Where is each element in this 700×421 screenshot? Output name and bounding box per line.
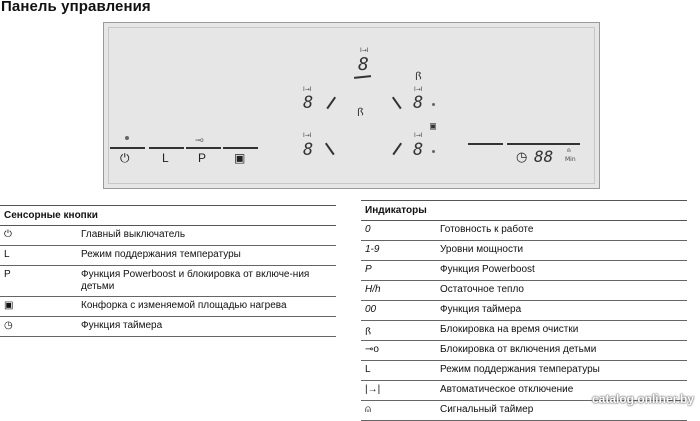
row-text: Автоматическое отключение: [440, 384, 574, 395]
row-text: Режим поддержания температуры: [81, 249, 241, 260]
autooff-icon-ur: I→I: [414, 86, 423, 93]
timer-indicator-icon: 00: [365, 304, 377, 315]
key-line-powerboost: [186, 147, 221, 149]
row-text: Блокировка от включения детьми: [440, 344, 597, 355]
timer-alarm-icon: ⍝: [567, 147, 571, 154]
table-row: [0, 317, 336, 337]
key-line-keepwarm: [149, 147, 184, 149]
row-text: Остаточное тепло: [440, 284, 524, 295]
variable-zone-icon: ▣: [4, 300, 14, 311]
row-text: Конфорка с изменяемой площадью нагрева: [81, 300, 287, 311]
row-text: Функция Powerboost и блокировка от включе-ния детьми: [81, 269, 310, 292]
zone-ur-led: [432, 103, 435, 106]
row-text: Функция таймера: [440, 304, 522, 315]
key-line-variable-zone: [223, 147, 258, 149]
touch-keys-table: [0, 205, 336, 337]
table-row: [361, 321, 687, 341]
keep-warm-indicator-icon: L: [365, 364, 371, 375]
zone-ur-display: 8: [413, 93, 424, 113]
timer-icon: ◷: [4, 320, 13, 331]
indicators-table: [361, 200, 687, 421]
row-text: Функция таймера: [81, 320, 163, 331]
power-icon: ⏻: [4, 229, 12, 240]
zone-ll-display: 8: [303, 140, 314, 160]
timer-icon[interactable]: ◷: [516, 149, 528, 164]
bell-icon: ⍝: [365, 404, 371, 415]
page-title: Панель управления: [1, 0, 151, 15]
ready-indicator-icon: 0: [365, 224, 371, 235]
autooff-icon-lr: I→I: [414, 132, 423, 139]
timer-min-label: Min: [565, 156, 576, 163]
powerboost-button[interactable]: P: [198, 151, 207, 165]
zone-lr-led: [432, 150, 435, 153]
power-led-dot: [125, 136, 129, 140]
table-row: [361, 221, 687, 241]
powerboost-icon: P: [4, 269, 11, 280]
row-text: Уровни мощности: [440, 244, 524, 255]
power-level-icon: 1-9: [365, 244, 380, 255]
clean-lock-icon-right: ꟗ: [415, 70, 422, 83]
variable-zone-indicator: ▣: [430, 121, 437, 132]
zone-ul-display: 8: [303, 93, 314, 113]
table-row: [361, 281, 687, 301]
powerboost-indicator-icon: P: [365, 264, 372, 275]
zone-top-display: 8: [358, 54, 369, 75]
variable-zone-button[interactable]: ▣: [234, 151, 246, 165]
table-row: [361, 241, 687, 261]
table-row: [0, 266, 336, 297]
keep-warm-icon: L: [4, 249, 10, 260]
child-lock-icon: ⊸o: [195, 137, 204, 144]
autooff-icon-ll: I→I: [303, 132, 312, 139]
timer-display: 88: [534, 147, 554, 166]
zone-lr-display: 8: [413, 140, 424, 160]
indicators-header: Индикаторы: [361, 200, 687, 221]
timer-line-left: [468, 143, 503, 145]
residual-heat-icon: H/h: [365, 284, 381, 295]
keep-warm-button[interactable]: L: [162, 151, 169, 165]
autooff-icon-ul: I→I: [303, 86, 312, 93]
table-row: [0, 297, 336, 317]
row-text: Сигнальный таймер: [440, 404, 534, 415]
row-text: Готовность к работе: [440, 224, 534, 235]
clean-lock-icon-center: ꟗ: [357, 106, 364, 119]
row-text: Режим поддержания температуры: [440, 364, 600, 375]
control-panel: [103, 22, 600, 189]
table-row: [0, 246, 336, 266]
row-text: Главный выключатель: [81, 229, 186, 240]
touch-keys-header: Сенсорные кнопки: [0, 205, 336, 226]
main-switch-button[interactable]: ⏻: [120, 151, 130, 165]
clean-lock-icon: ꟗ: [365, 327, 372, 338]
watermark: catalog.onliner.by: [591, 392, 694, 406]
key-line-main: [110, 147, 145, 149]
table-row: [361, 361, 687, 381]
timer-line-right: [507, 143, 580, 145]
child-lock-icon: ⊸o: [365, 344, 379, 355]
row-text: Блокировка на время очистки: [440, 324, 579, 335]
table-row: [361, 301, 687, 321]
table-row: [0, 226, 336, 246]
table-row: [361, 341, 687, 361]
table-row: [361, 261, 687, 281]
auto-off-icon: |→|: [365, 384, 381, 395]
row-text: Функция Powerboost: [440, 264, 535, 275]
autooff-icon-top: I→I: [360, 47, 369, 54]
